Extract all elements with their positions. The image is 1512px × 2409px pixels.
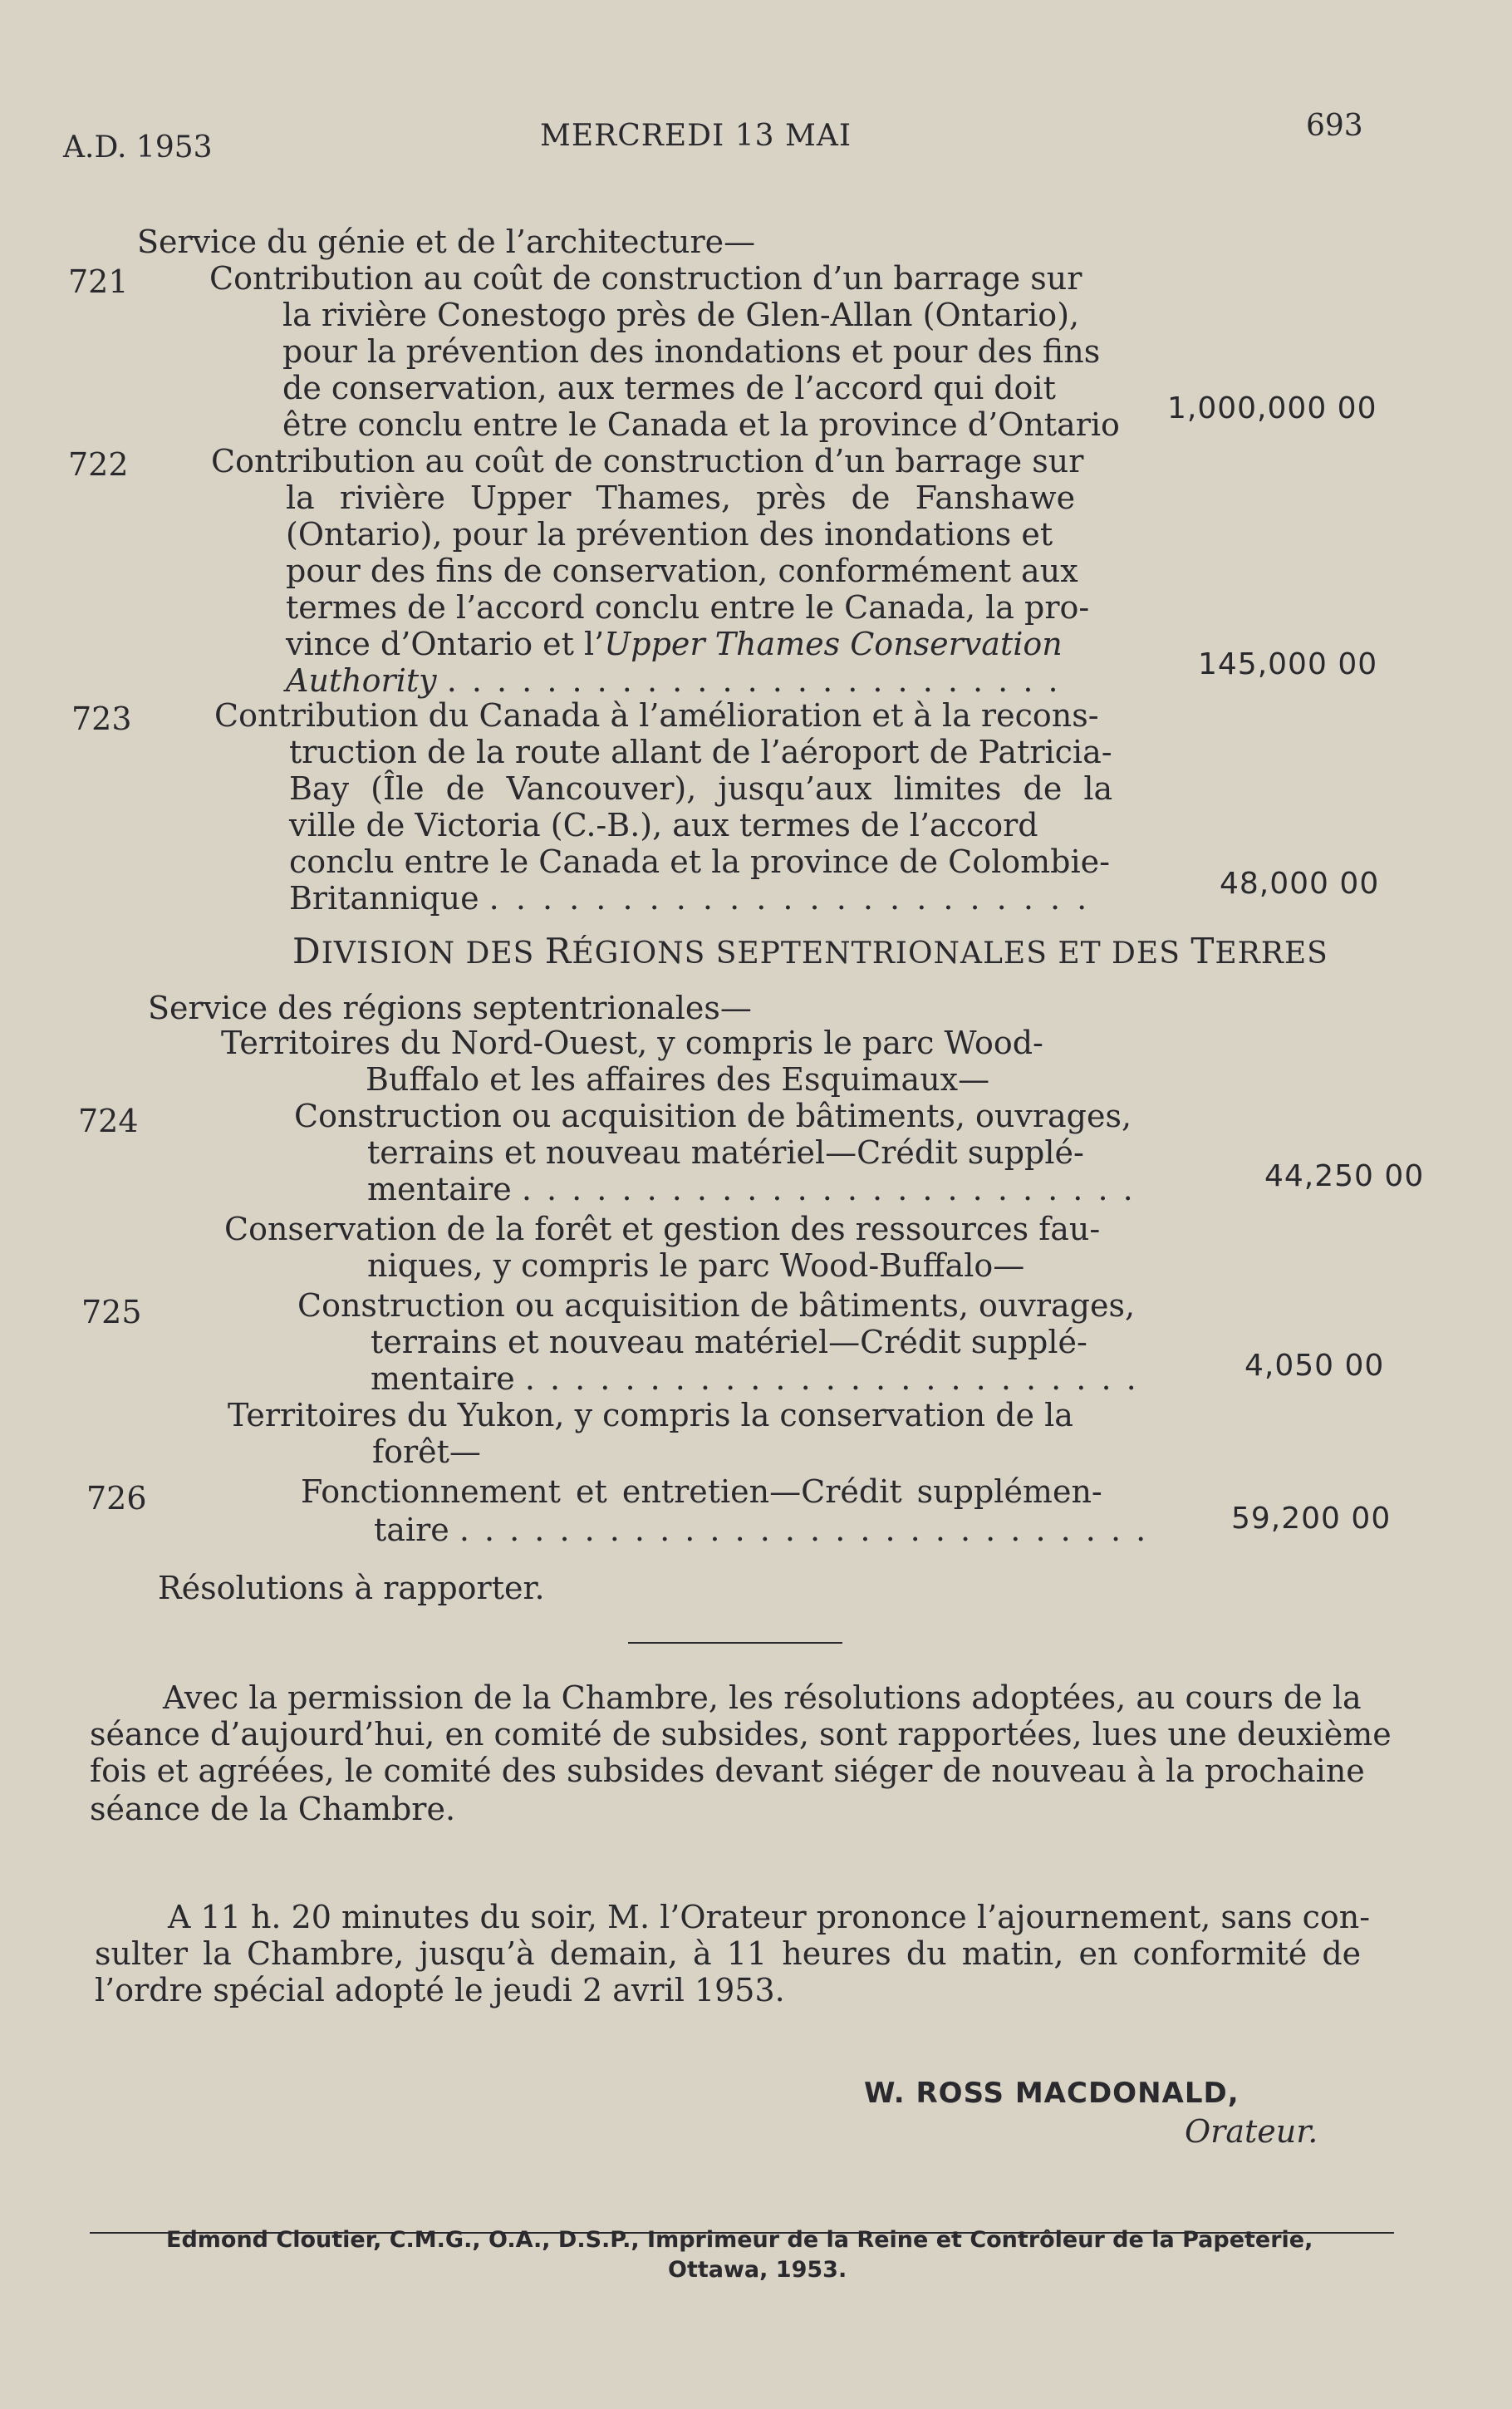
item-number-724: 724 [78, 1103, 139, 1139]
amount-726: 59,200 00 [1231, 1502, 1392, 1536]
amount-724: 44,250 00 [1264, 1159, 1425, 1193]
item-number-726: 726 [86, 1480, 147, 1517]
heading-text: IVISION DES [321, 937, 545, 971]
subheading-nwt: Buffalo et les affaires des Esquimaux— [366, 1061, 990, 1098]
item-722-line-text: vince d’Ontario et l’ [286, 626, 605, 662]
division-heading [292, 931, 1328, 971]
item-722-italic-authority: Authority [286, 662, 437, 699]
section-heading-northern: Service des régions septentrionales— [148, 990, 752, 1026]
leader-dots: . . . . . . . . . . . . . . . . . . . . . . . . . . . . [459, 1512, 1149, 1548]
section-heading-engineering: Service du génie et de l’architecture— [137, 224, 756, 260]
page-number: 693 [1306, 109, 1363, 143]
paragraph-line: A 11 h. 20 minutes du soir, M. l’Orateur prononce l’ajournement, sans con- [168, 1899, 1371, 1935]
header-year: A.D. 1953 [63, 130, 213, 165]
item-722-line: pour des fins de conservation, conformément aux [286, 553, 1078, 589]
item-number-722: 722 [68, 446, 129, 483]
leader-dots: . . . . . . . . . . . . . . . . . . . . . . . [488, 880, 1091, 917]
paragraph-line: séance de la Chambre. [90, 1791, 456, 1827]
item-722-line: (Ontario), pour la prévention des inondations et [286, 516, 1053, 553]
item-number-725: 725 [81, 1294, 142, 1330]
subheading-forest: Conservation de la forêt et gestion des ressources fau- [224, 1211, 1101, 1247]
heading-capital: T [1190, 931, 1215, 971]
item-723-line-text: Britannique [289, 880, 479, 917]
item-722-last-line [286, 662, 1061, 699]
amount-725: 4,050 00 [1244, 1349, 1385, 1383]
printer-line: Edmond Cloutier, C.M.G., O.A., D.S.P., Imprimeur de la Reine et Contrôleur de la Papeterie, [166, 2227, 1313, 2253]
header-date: MERCREDI 13 MAI [540, 119, 852, 153]
heading-capital: R [544, 931, 572, 971]
item-725-line: terrains et nouveau matériel—Crédit supplé- [371, 1324, 1087, 1360]
paragraph-line: Avec la permission de la Chambre, les résolutions adoptées, au cours de la [163, 1679, 1362, 1716]
item-725-last-line [371, 1360, 1139, 1397]
subheading-yukon: forêt— [372, 1433, 481, 1470]
item-723-line: Contribution du Canada à l’amélioration et à la recons- [214, 697, 1099, 734]
amount-723: 48,000 00 [1220, 867, 1380, 901]
signature-title: Orateur. [1185, 2113, 1318, 2150]
subheading-nwt: Territoires du Nord-Ouest, y compris le parc Wood- [221, 1025, 1043, 1061]
item-723-line: ville de Victoria (C.-B.), aux termes de l’accord [289, 807, 1038, 843]
item-724-line: Construction ou acquisition de bâtiments, ouvrages, [294, 1098, 1132, 1134]
item-723-last-line [289, 880, 1091, 917]
item-726-line-text: taire [374, 1512, 449, 1548]
leader-dots: . . . . . . . . . . . . . . . . . . . . . . . . . [524, 1360, 1139, 1397]
item-722-line: la rivière Upper Thames, près de Fanshawe [286, 479, 1076, 516]
paragraph-line: séance d’aujourd’hui, en comité de subsides, sont rapportées, lues une deuxième [90, 1716, 1392, 1753]
section-divider [628, 1642, 842, 1644]
leader-dots: . . . . . . . . . . . . . . . . . . . . . . . . . [521, 1171, 1136, 1207]
amount-721: 1,000,000 00 [1167, 391, 1377, 425]
item-725-line: Construction ou acquisition de bâtiments, ouvrages, [297, 1287, 1136, 1324]
item-722-line [286, 628, 1063, 660]
printer-place-date: Ottawa, 1953. [668, 2257, 847, 2283]
item-723-line: conclu entre le Canada et la province de Colombie- [289, 843, 1110, 880]
amount-722: 145,000 00 [1198, 647, 1378, 681]
subheading-yukon: Territoires du Yukon, y compris la conservation de la [228, 1397, 1073, 1433]
item-723-line: truction de la route allant de l’aéroport de Patricia- [289, 734, 1112, 770]
paragraph-line: l’ordre spécial adopté le jeudi 2 avril 1953. [95, 1972, 785, 2008]
item-724-last-line [367, 1173, 1136, 1205]
resolutions-line: Résolutions à rapporter. [158, 1570, 545, 1606]
item-721-line: la rivière Conestogo près de Glen-Allan (Ontario), [282, 297, 1080, 333]
item-721-line: Contribution au coût de construction d’un barrage sur [209, 260, 1082, 297]
heading-text: ERRES [1215, 937, 1328, 971]
item-723-line: Bay (Île de Vancouver), jusqu’aux limites de la [289, 770, 1113, 807]
item-number-723: 723 [71, 701, 132, 737]
paragraph-line: fois et agréées, le comité des subsides devant siéger de nouveau à la prochaine [90, 1753, 1365, 1789]
item-726-line: Fonctionnement et entretien—Crédit supplémen- [301, 1473, 1102, 1510]
item-number-721: 721 [68, 263, 129, 300]
signature-name: W. ROSS MACDONALD, [864, 2077, 1240, 2110]
heading-text: ÉGIONS SEPTENTRIONALES ET DES [572, 937, 1191, 971]
leader-dots: . . . . . . . . . . . . . . . . . . . . . . . . . [446, 662, 1061, 699]
item-722-italic-text: Upper Thames Conservation [604, 626, 1063, 662]
heading-capital: D [292, 931, 322, 971]
item-725-line-text: mentaire [371, 1360, 515, 1397]
item-724-line: terrains et nouveau matériel—Crédit supplé- [367, 1134, 1084, 1171]
item-721-line: être conclu entre le Canada et la province d’Ontario [282, 406, 1120, 443]
item-724-line-text: mentaire [367, 1171, 512, 1207]
paragraph-line: sulter la Chambre, jusqu’à demain, à 11 heures du matin, en conformité de [95, 1935, 1362, 1972]
item-726-last-line [374, 1514, 1148, 1546]
item-722-line: Contribution au coût de construction d’un barrage sur [211, 443, 1084, 479]
subheading-forest: niques, y compris le parc Wood-Buffalo— [367, 1247, 1025, 1284]
item-722-line: termes de l’accord conclu entre le Canada, la pro- [286, 589, 1090, 626]
item-721-line: de conservation, aux termes de l’accord qui doit [282, 370, 1056, 406]
item-721-line: pour la prévention des inondations et pour des fins [282, 333, 1101, 370]
